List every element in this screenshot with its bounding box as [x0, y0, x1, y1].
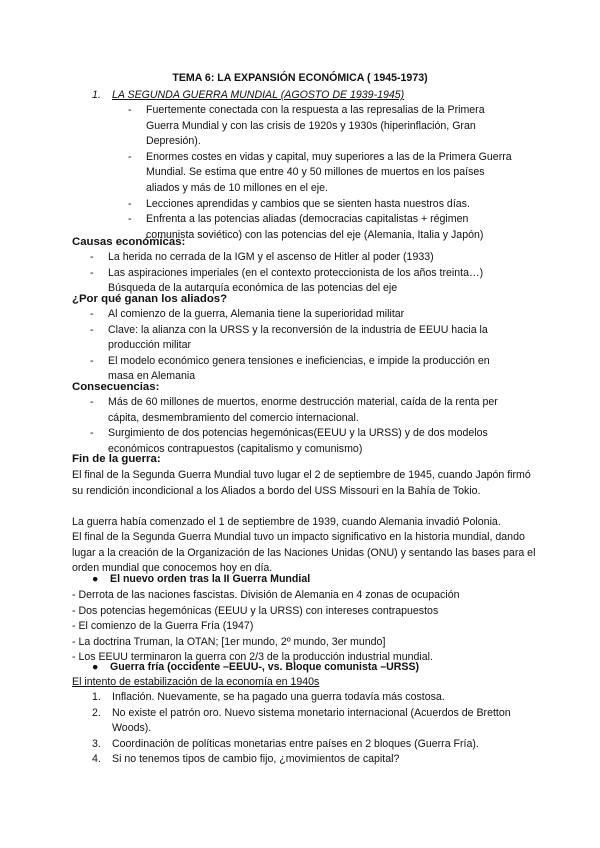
list-item: - Surgimiento de dos potencias hegemónicas(EEUU y la URSS) y de dos modelos económicos contrapuestos (capitalismo y comunismo): [90, 427, 488, 455]
list-item: - Al comienzo de la guerra, Alemania tiene la superioridad militar: [90, 308, 405, 320]
list-item: - Los EEUU terminaron la guerra con 2/3 de la producción industrial mundial.: [72, 651, 433, 664]
heading-estabilizacion: El intento de estabilización de la economía en 1940s: [72, 676, 320, 688]
list-item: - Fuertemente conectada con la respuesta a las represalias de la Primera Guerra Mundial y con las crisis de 1920s y 1930s (hiperinflación, Gran Depresión).: [128, 104, 485, 148]
list-item: - Las aspiraciones imperiales (en el contexto proteccionista de los años treinta…) Búsqueda de la autarquía económica de las potencias del eje: [90, 266, 484, 295]
ww2-list: [128, 103, 516, 243]
aliados-list: [90, 307, 518, 385]
fin-paragraph-2: La guerra había comenzado el 1 de septiembre de 1939, cuando Alemania invadió Polonia.: [72, 516, 501, 528]
heading-causas: Causas económicas:: [72, 236, 186, 248]
list-item: - El comienzo de la Guerra Fría (1947): [72, 620, 254, 633]
list-item: - Dos potencias hegemónicas (EEUU y la URSS) con intereses contrapuestos: [72, 604, 439, 617]
heading-consecuencias: Consecuencias:: [72, 381, 160, 393]
list-item: - El modelo económico genera tensiones e ineficiencias, e impide la producción en masa en Alemania: [90, 354, 490, 383]
document-title: TEMA 6: LA EXPANSIÓN ECONÓMICA ( 1945-1973): [172, 72, 428, 84]
list-item: 3. Coordinación de políticas monetarias entre países en 2 bloques (Guerra Fría).: [92, 737, 479, 750]
list-item: - Más de 60 millones de muertos, enorme destrucción material, caída de la renta per cápita, desmembramiento del comercio internacional.: [90, 396, 498, 424]
list-item: - Enfrenta a las potencias aliadas (democracias capitalistas + régimen comunista soviético) con las potencias del eje (Alemania, Italia y Japón): [128, 213, 484, 241]
causas-list: [90, 250, 518, 297]
fin-paragraph-1: El final de la Segunda Guerra Mundial tuvo lugar el 2 de septiembre de 1945, cuando Japón firmó su rendición incondicional a los Aliados a bordo del USS Missouri en la Bahía de Tokio.: [72, 469, 531, 497]
heading-guerra-fria: ● Guerra fría (occidente –EEUU-, vs. Bloque comunista –URSS): [92, 660, 419, 676]
list-item: 4. Si no tenemos tipos de cambio fijo, ¿movimientos de capital?: [92, 753, 400, 766]
bullet-icon: ●: [92, 661, 99, 673]
list-item: - La doctrina Truman, la OTAN; [1er mundo, 2º mundo, 3er mundo]: [72, 635, 386, 648]
list-item: - La herida no cerrada de la IGM y el ascenso de Hitler al poder (1933): [90, 251, 434, 263]
bullet-icon: ●: [92, 573, 99, 585]
orden-lines: [72, 588, 542, 666]
heading-nuevo-orden: ● El nuevo orden tras la II Guerra Mundial: [92, 572, 310, 588]
list-item: - Lecciones aprendidas y cambios que se sienten hasta nuestros días.: [128, 197, 470, 210]
list-item: 1. Inflación. Nuevamente, se ha pagado una guerra todavía más costosa.: [92, 691, 445, 703]
heading-aliados: ¿Por qué ganan los aliados?: [72, 293, 228, 305]
section-number: 1.: [92, 89, 101, 101]
list-item: - Enormes costes en vidas y capital, muy superiores a las de la Primera Guerra Mundial. Se estima que entre 40 y 50 millones de muertos en los países aliados y más de 10 millones en el eje.: [128, 150, 512, 194]
estabilizacion-list: [92, 690, 532, 768]
heading-fin: Fin de la guerra:: [72, 453, 161, 465]
section-heading-ww2: [92, 88, 404, 104]
consecuencias-list: [90, 395, 523, 457]
section-heading-text: LA SEGUNDA GUERRA MUNDIAL (AGOSTO DE 1939-1945): [112, 89, 405, 101]
list-item: 2. No existe el patrón oro. Nuevo sistema monetario internacional (Acuerdos de Bretton Woods).: [92, 706, 511, 735]
list-item: - Derrota de las naciones fascistas. División de Alemania en 4 zonas de ocupación: [72, 589, 460, 601]
list-item: - Clave: la alianza con la URSS y la reconversión de la industria de EEUU hacia la producción militar: [90, 323, 488, 352]
fin-paragraph-3: El final de la Segunda Guerra Mundial tuvo un impacto significativo en la historia mundial, dando lugar a la creación de la Organización de las Naciones Unidas (ONU) y sentando las bases para el orden mundial que conocemos hoy en día.: [72, 531, 536, 575]
